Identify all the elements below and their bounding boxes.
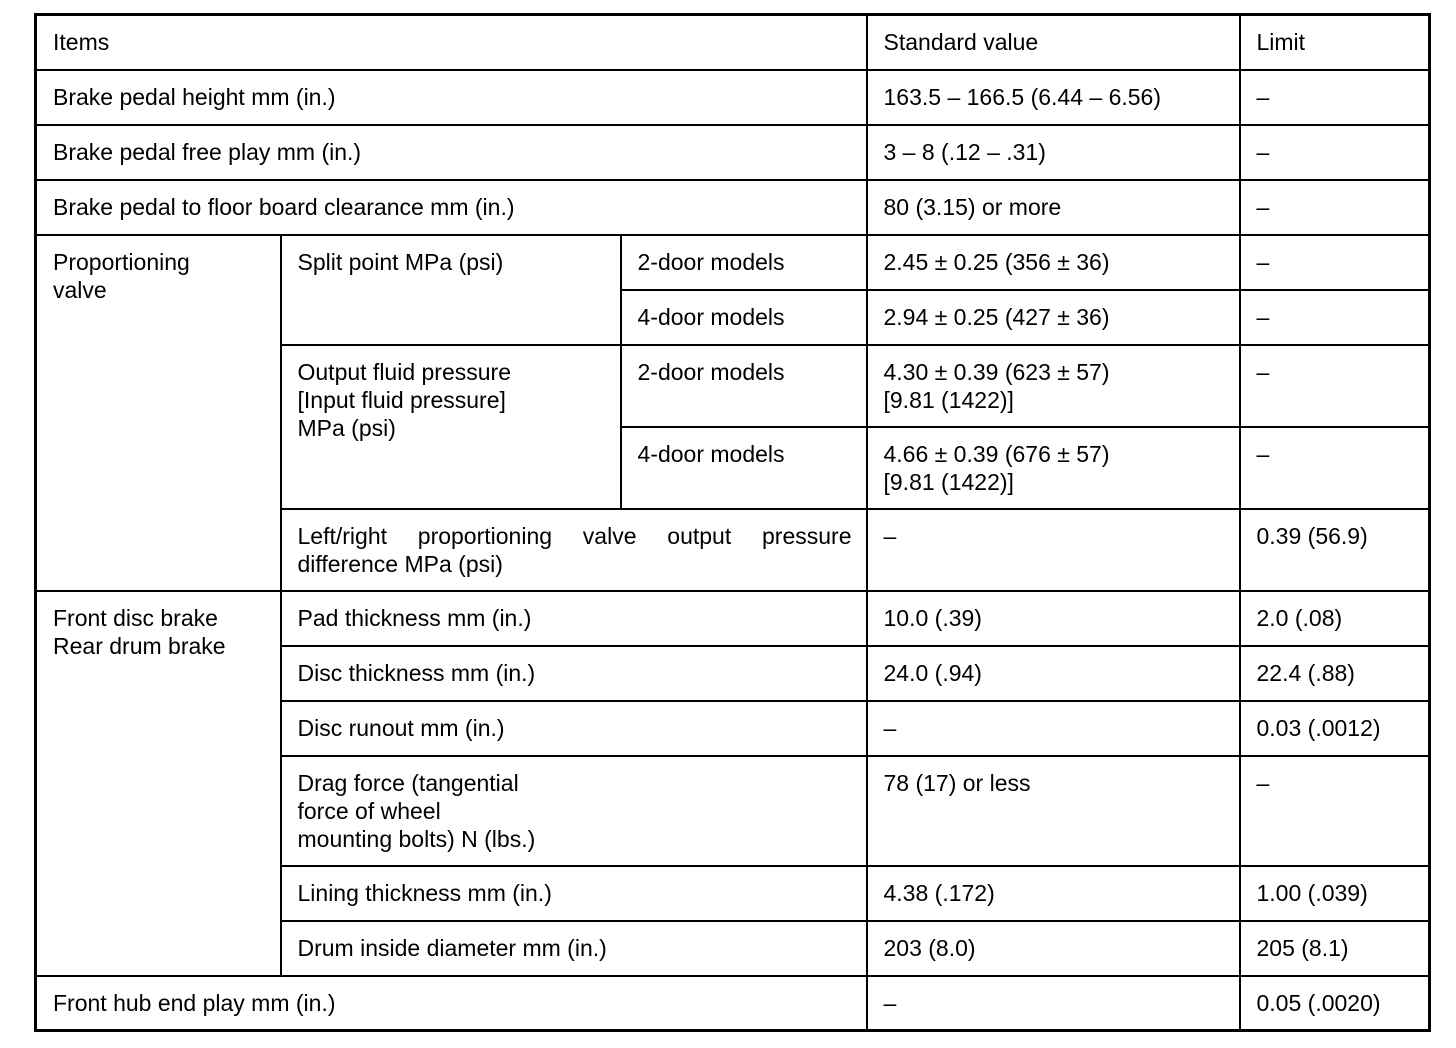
item-label: Front hub end play mm (in.) xyxy=(36,976,867,1031)
standard-value: 80 (3.15) or more xyxy=(867,180,1240,235)
header-limit: Limit xyxy=(1240,15,1430,70)
limit-value: 2.0 (.08) xyxy=(1240,591,1430,646)
limit-value: – xyxy=(1240,235,1430,290)
item-label: Drag force (tangential force of wheel mounting bolts) N (lbs.) xyxy=(281,756,867,866)
brakes-label: Front disc brake Rear drum brake xyxy=(36,591,281,976)
standard-value: 10.0 (.39) xyxy=(867,591,1240,646)
table-row xyxy=(36,591,1430,646)
standard-value: 3 – 8 (.12 – .31) xyxy=(867,125,1240,180)
standard-value: 78 (17) or less xyxy=(867,756,1240,866)
model-label: 2-door models xyxy=(621,345,867,427)
table-row xyxy=(36,235,1430,290)
limit-value: 1.00 (.039) xyxy=(1240,866,1430,921)
header-items: Items xyxy=(36,15,867,70)
item-label: Disc runout mm (in.) xyxy=(281,701,867,756)
item-label: Brake pedal to floor board clearance mm (in.) xyxy=(36,180,867,235)
limit-value: – xyxy=(1240,180,1430,235)
standard-value: – xyxy=(867,509,1240,591)
item-label: Brake pedal free play mm (in.) xyxy=(36,125,867,180)
item-label: Drum inside diameter mm (in.) xyxy=(281,921,867,976)
limit-value: – xyxy=(1240,345,1430,427)
limit-value: 0.05 (.0020) xyxy=(1240,976,1430,1031)
limit-value: – xyxy=(1240,125,1430,180)
standard-value: 24.0 (.94) xyxy=(867,646,1240,701)
proportioning-valve-label: Proportioning valve xyxy=(36,235,281,591)
item-label: Disc thickness mm (in.) xyxy=(281,646,867,701)
brake-specifications-table xyxy=(34,13,1431,1032)
limit-value: 0.03 (.0012) xyxy=(1240,701,1430,756)
output-pressure-label: Output fluid pressure [Input fluid pressure] MPa (psi) xyxy=(281,345,621,509)
limit-value: 0.39 (56.9) xyxy=(1240,509,1430,591)
table-row xyxy=(36,976,1430,1031)
limit-value: – xyxy=(1240,290,1430,345)
model-label: 4-door models xyxy=(621,290,867,345)
standard-value: 163.5 – 166.5 (6.44 – 6.56) xyxy=(867,70,1240,125)
limit-value: 205 (8.1) xyxy=(1240,921,1430,976)
header-row xyxy=(36,15,1430,70)
table-row xyxy=(36,70,1430,125)
limit-value: – xyxy=(1240,70,1430,125)
model-label: 2-door models xyxy=(621,235,867,290)
model-label: 4-door models xyxy=(621,427,867,509)
standard-value: 2.94 ± 0.25 (427 ± 36) xyxy=(867,290,1240,345)
table-row xyxy=(36,180,1430,235)
standard-value: 4.38 (.172) xyxy=(867,866,1240,921)
standard-value: 203 (8.0) xyxy=(867,921,1240,976)
standard-value: 4.66 ± 0.39 (676 ± 57) [9.81 (1422)] xyxy=(867,427,1240,509)
item-label: Lining thickness mm (in.) xyxy=(281,866,867,921)
table-row xyxy=(36,125,1430,180)
header-standard-value: Standard value xyxy=(867,15,1240,70)
standard-value: 4.30 ± 0.39 (623 ± 57) [9.81 (1422)] xyxy=(867,345,1240,427)
standard-value: 2.45 ± 0.25 (356 ± 36) xyxy=(867,235,1240,290)
limit-value: – xyxy=(1240,427,1430,509)
standard-value: – xyxy=(867,976,1240,1031)
standard-value: – xyxy=(867,701,1240,756)
pressure-difference-label: Left/right proportioning valve output pressure difference MPa (psi) xyxy=(281,509,867,591)
limit-value: 22.4 (.88) xyxy=(1240,646,1430,701)
item-label: Brake pedal height mm (in.) xyxy=(36,70,867,125)
split-point-label: Split point MPa (psi) xyxy=(281,235,621,345)
limit-value: – xyxy=(1240,756,1430,866)
item-label: Pad thickness mm (in.) xyxy=(281,591,867,646)
